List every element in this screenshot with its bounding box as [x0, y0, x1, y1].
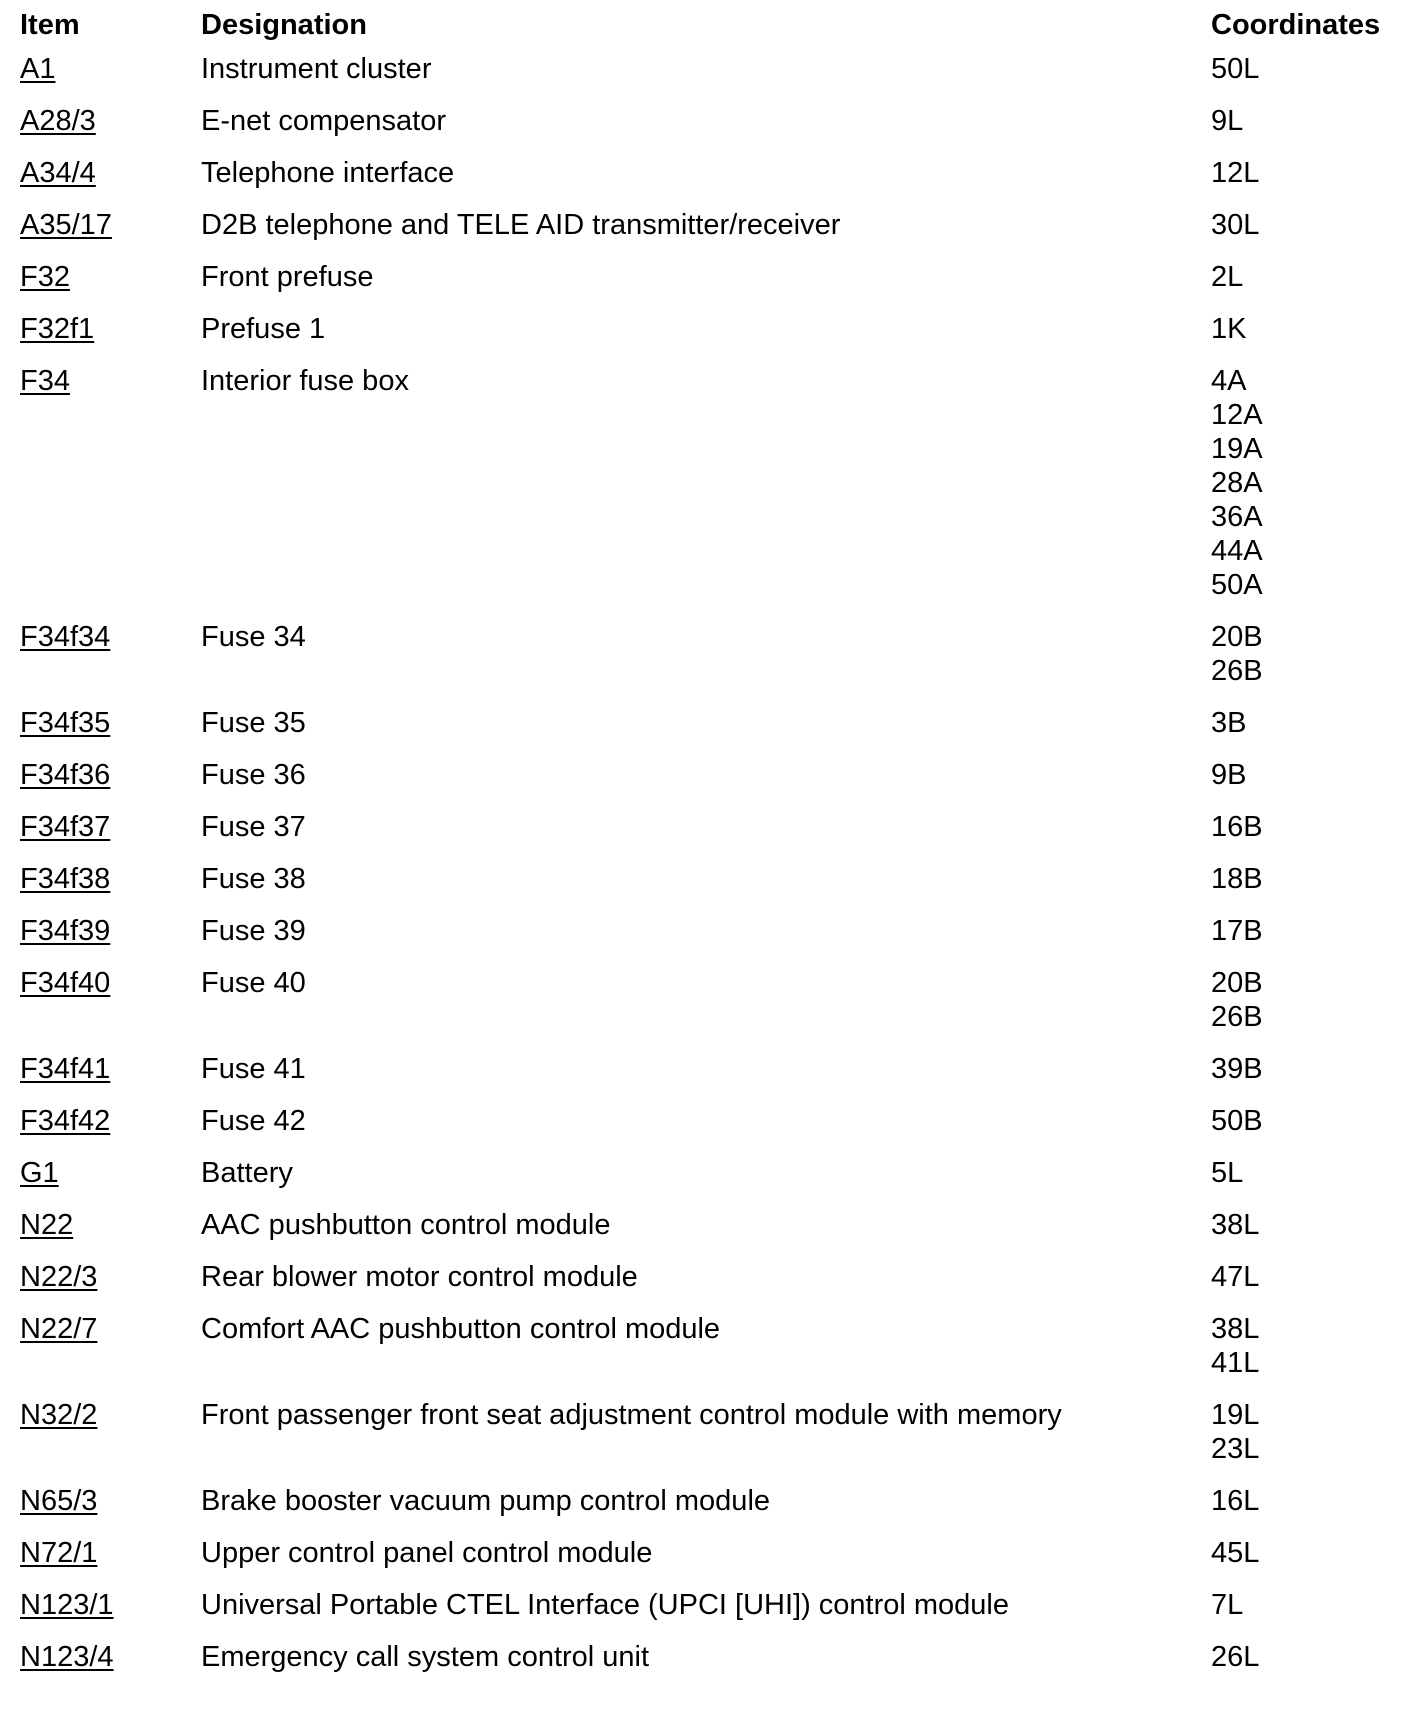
- coordinates-cell: [1211, 1260, 1390, 1294]
- coordinates-cell: [1211, 364, 1390, 602]
- item-cell: [20, 1640, 201, 1674]
- coordinates-cell: [1211, 758, 1390, 792]
- table-row: [20, 1640, 1390, 1692]
- designation-cell: Fuse 40: [201, 967, 306, 999]
- designation-cell: Comfort AAC pushbutton control module: [201, 1313, 721, 1345]
- coordinates-cell: [1211, 1052, 1390, 1086]
- designation-cell: D2B telephone and TELE AID transmitter/receiver: [201, 209, 841, 241]
- table-row: [20, 1536, 1390, 1588]
- coordinate-value: 28A: [1211, 467, 1263, 499]
- designation-cell: Telephone interface: [201, 157, 455, 189]
- table-row: [20, 1398, 1390, 1484]
- item-cell: [20, 1536, 201, 1570]
- coordinate-value: 38L: [1211, 1313, 1260, 1345]
- designation-cell: Prefuse 1: [201, 313, 326, 345]
- item-cell: [20, 208, 201, 242]
- item-cell: [20, 966, 201, 1000]
- coordinate-value: 16B: [1211, 811, 1263, 843]
- item-cell: [20, 1208, 201, 1242]
- table-row: [20, 312, 1390, 364]
- table-row: [20, 1156, 1390, 1208]
- coordinates-cell: [1211, 260, 1390, 294]
- coordinates-cell: [1211, 1312, 1390, 1380]
- item-cell: [20, 1260, 201, 1294]
- coordinate-value: 26B: [1211, 655, 1263, 687]
- item-cell: [20, 104, 201, 138]
- table-row: [20, 758, 1390, 810]
- coordinates-cell: [1211, 312, 1390, 346]
- coordinate-value: 5L: [1211, 1157, 1244, 1189]
- coordinate-value: 45L: [1211, 1537, 1260, 1569]
- table-row: [20, 914, 1390, 966]
- table-row: [20, 1588, 1390, 1640]
- item-cell: [20, 260, 201, 294]
- coordinate-value: 19A: [1211, 433, 1263, 465]
- item-cell: [20, 1156, 201, 1190]
- header-item: Item: [20, 9, 80, 41]
- table-row: [20, 104, 1390, 156]
- item-link[interactable]: F32: [20, 261, 70, 293]
- coordinates-cell: [1211, 1484, 1390, 1518]
- coordinates-cell: [1211, 914, 1390, 948]
- coordinate-value: 12A: [1211, 399, 1263, 431]
- item-cell: [20, 52, 201, 86]
- coordinate-value: 44A: [1211, 535, 1263, 567]
- coordinate-value: 20B: [1211, 967, 1263, 999]
- item-link[interactable]: F34f39: [20, 915, 111, 947]
- item-cell: [20, 862, 201, 896]
- table-row: [20, 1484, 1390, 1536]
- item-link[interactable]: F32f1: [20, 313, 95, 345]
- item-cell: [20, 312, 201, 346]
- designation-cell: Emergency call system control unit: [201, 1641, 650, 1673]
- table-row: [20, 1052, 1390, 1104]
- item-link[interactable]: N32/2: [20, 1399, 98, 1431]
- coordinate-value: 19L: [1211, 1399, 1260, 1431]
- coordinates-cell: [1211, 620, 1390, 688]
- table-row: [20, 1260, 1390, 1312]
- coordinate-value: 30L: [1211, 209, 1260, 241]
- coordinate-value: 38L: [1211, 1209, 1260, 1241]
- item-link[interactable]: F34f36: [20, 759, 111, 791]
- designation-cell: Universal Portable CTEL Interface (UPCI [UHI]) control module: [201, 1589, 1009, 1621]
- coordinates-cell: [1211, 810, 1390, 844]
- coordinate-value: 26L: [1211, 1641, 1260, 1673]
- table-row: [20, 862, 1390, 914]
- item-link[interactable]: N65/3: [20, 1485, 98, 1517]
- item-link[interactable]: A1: [20, 53, 56, 85]
- item-link[interactable]: N72/1: [20, 1537, 98, 1569]
- designation-cell: Front prefuse: [201, 261, 374, 293]
- item-link[interactable]: N22: [20, 1209, 74, 1241]
- coordinate-value: 41L: [1211, 1347, 1260, 1379]
- coordinate-value: 9L: [1211, 105, 1244, 137]
- coordinate-value: 2L: [1211, 261, 1244, 293]
- item-link[interactable]: A28/3: [20, 105, 96, 137]
- header-coordinates: Coordinates: [1211, 9, 1381, 41]
- item-link[interactable]: F34f40: [20, 967, 111, 999]
- table-row: [20, 810, 1390, 862]
- coordinate-value: 18B: [1211, 863, 1263, 895]
- coordinate-value: 39B: [1211, 1053, 1263, 1085]
- coordinate-value: 47L: [1211, 1261, 1260, 1293]
- item-link[interactable]: N123/1: [20, 1589, 114, 1621]
- coordinate-value: 9B: [1211, 759, 1247, 791]
- coordinates-cell: [1211, 1640, 1390, 1674]
- designation-cell: Fuse 34: [201, 621, 306, 653]
- designation-cell: Interior fuse box: [201, 365, 409, 397]
- coordinate-value: 3B: [1211, 707, 1247, 739]
- item-cell: [20, 620, 201, 654]
- item-cell: [20, 706, 201, 740]
- coordinate-value: 12L: [1211, 157, 1260, 189]
- item-cell: [20, 1484, 201, 1518]
- item-link[interactable]: A35/17: [20, 209, 112, 241]
- item-link[interactable]: F34f41: [20, 1053, 111, 1085]
- designation-cell: AAC pushbutton control module: [201, 1209, 611, 1241]
- coordinate-value: 23L: [1211, 1433, 1260, 1465]
- coordinates-cell: [1211, 1398, 1390, 1466]
- item-link[interactable]: F34f35: [20, 707, 111, 739]
- coordinate-value: 36A: [1211, 501, 1263, 533]
- table-row: [20, 156, 1390, 208]
- item-link[interactable]: F34f38: [20, 863, 111, 895]
- item-link[interactable]: N123/4: [20, 1641, 114, 1673]
- table-row: [20, 706, 1390, 758]
- item-link[interactable]: N22/3: [20, 1261, 98, 1293]
- coordinates-cell: [1211, 1588, 1390, 1622]
- table-row: [20, 260, 1390, 312]
- coordinates-cell: [1211, 1208, 1390, 1242]
- designation-cell: Fuse 39: [201, 915, 306, 947]
- item-link[interactable]: F34f42: [20, 1105, 111, 1137]
- item-cell: [20, 914, 201, 948]
- item-link[interactable]: N22/7: [20, 1313, 98, 1345]
- designation-cell: Fuse 38: [201, 863, 306, 895]
- coordinates-cell: [1211, 1156, 1390, 1190]
- designation-cell: Battery: [201, 1157, 293, 1189]
- coordinates-cell: [1211, 1104, 1390, 1138]
- designation-cell: Upper control panel control module: [201, 1537, 653, 1569]
- item-cell: [20, 1312, 201, 1346]
- coordinates-cell: [1211, 862, 1390, 896]
- designation-cell: Fuse 35: [201, 707, 306, 739]
- coordinates-cell: [1211, 156, 1390, 190]
- coordinate-value: 7L: [1211, 1589, 1244, 1621]
- table-row: [20, 1208, 1390, 1260]
- designation-cell: Instrument cluster: [201, 53, 432, 85]
- table-row: [20, 364, 1390, 620]
- table-row: [20, 620, 1390, 706]
- designation-cell: Rear blower motor control module: [201, 1261, 638, 1293]
- designation-cell: Front passenger front seat adjustment control module with memory: [201, 1399, 1062, 1431]
- item-cell: [20, 1588, 201, 1622]
- coordinate-value: 50B: [1211, 1105, 1263, 1137]
- coordinate-value: 16L: [1211, 1485, 1260, 1517]
- item-link[interactable]: F34f37: [20, 811, 111, 843]
- designation-cell: Fuse 37: [201, 811, 306, 843]
- coordinate-value: 1K: [1211, 313, 1247, 345]
- coordinates-cell: [1211, 966, 1390, 1034]
- item-cell: [20, 156, 201, 190]
- designation-cell: Fuse 41: [201, 1053, 306, 1085]
- designation-cell: Fuse 36: [201, 759, 306, 791]
- coordinate-value: 4A: [1211, 365, 1247, 397]
- item-cell: [20, 758, 201, 792]
- table-row: [20, 1312, 1390, 1398]
- header-designation: Designation: [201, 9, 367, 41]
- coordinates-cell: [1211, 706, 1390, 740]
- item-cell: [20, 364, 201, 398]
- table-row: [20, 208, 1390, 260]
- table-row: [20, 1104, 1390, 1156]
- coordinate-value: 50A: [1211, 569, 1263, 601]
- designation-cell: Brake booster vacuum pump control module: [201, 1485, 771, 1517]
- item-link[interactable]: G1: [20, 1157, 59, 1189]
- item-cell: [20, 1398, 201, 1432]
- coordinates-cell: [1211, 52, 1390, 86]
- item-link[interactable]: A34/4: [20, 157, 96, 189]
- coordinate-value: 26B: [1211, 1001, 1263, 1033]
- item-cell: [20, 810, 201, 844]
- coordinate-value: 20B: [1211, 621, 1263, 653]
- item-link[interactable]: F34: [20, 365, 70, 397]
- coordinate-value: 17B: [1211, 915, 1263, 947]
- coordinates-cell: [1211, 1536, 1390, 1570]
- coordinate-value: 50L: [1211, 53, 1260, 85]
- item-cell: [20, 1104, 201, 1138]
- item-cell: [20, 1052, 201, 1086]
- designation-cell: Fuse 42: [201, 1105, 306, 1137]
- coordinates-cell: [1211, 104, 1390, 138]
- component-legend-table: [20, 8, 1390, 1692]
- table-header: [20, 8, 1390, 52]
- table-row: [20, 966, 1390, 1052]
- designation-cell: E-net compensator: [201, 105, 447, 137]
- coordinates-cell: [1211, 208, 1390, 242]
- table-body: [20, 52, 1390, 1692]
- item-link[interactable]: F34f34: [20, 621, 111, 653]
- table-row: [20, 52, 1390, 104]
